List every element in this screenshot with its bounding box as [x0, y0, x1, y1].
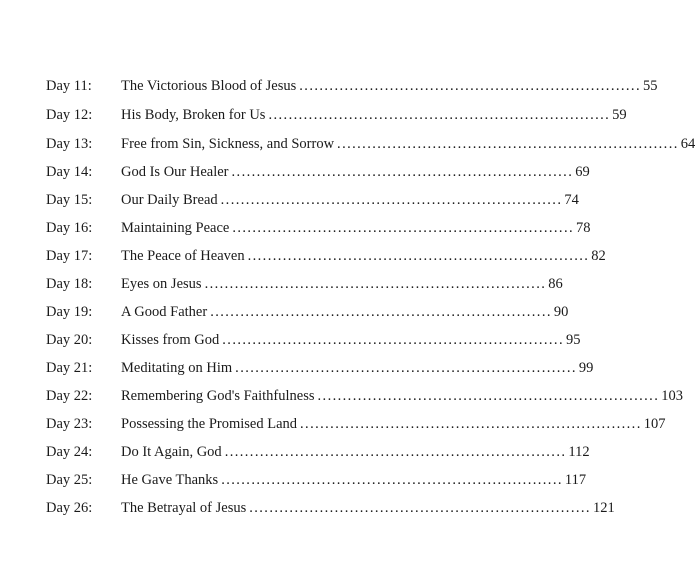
day-label: Day 20: — [46, 332, 93, 348]
dot-leader: .................................................................... — [247, 248, 590, 264]
toc-entry — [121, 357, 594, 379]
dot-leader: .................................................................... — [231, 164, 574, 180]
page-number: 90 — [553, 304, 569, 320]
page-number: 95 — [565, 332, 581, 348]
dot-leader: .................................................................... — [220, 192, 563, 208]
toc-entry — [121, 385, 683, 407]
toc-row — [0, 385, 683, 407]
entry-title: A Good Father — [121, 304, 208, 320]
toc-entry — [121, 75, 658, 97]
page-number: 55 — [642, 78, 658, 94]
toc-entry — [121, 217, 591, 239]
toc-entry — [121, 104, 627, 126]
toc-row — [0, 133, 695, 155]
entry-title: His Body, Broken for Us — [121, 107, 266, 123]
entry-title: The Betrayal of Jesus — [121, 500, 247, 516]
entry-title: Meditating on Him — [121, 360, 233, 376]
toc-entry — [121, 441, 590, 463]
toc-entry — [121, 301, 569, 323]
page-number: 64 — [680, 136, 695, 152]
day-label: Day 19: — [46, 304, 93, 320]
dot-leader: .................................................................... — [300, 416, 642, 432]
entry-title: The Peace of Heaven — [121, 248, 245, 264]
day-label: Day 26: — [46, 500, 93, 516]
toc-row — [0, 245, 606, 267]
dot-leader: .................................................................... — [235, 360, 577, 376]
day-label: Day 17: — [46, 248, 93, 264]
day-label: Day 25: — [46, 472, 93, 488]
entry-title: The Victorious Blood of Jesus — [121, 78, 297, 94]
entry-title: He Gave Thanks — [121, 472, 219, 488]
toc-row — [0, 497, 615, 519]
dot-leader: .................................................................... — [337, 136, 679, 152]
dot-leader: .................................................................... — [268, 107, 611, 123]
toc-entry — [121, 469, 587, 491]
entry-title: Do It Again, God — [121, 444, 222, 460]
day-label: Day 15: — [46, 192, 93, 208]
toc-row — [0, 469, 587, 491]
dot-leader: .................................................................... — [317, 388, 660, 404]
day-label: Day 11: — [46, 78, 92, 94]
page-number: 69 — [575, 164, 590, 180]
page-number: 103 — [661, 388, 683, 404]
page-number: 74 — [564, 192, 579, 208]
day-label: Day 22: — [46, 388, 93, 404]
entry-title: Free from Sin, Sickness, and Sorrow — [121, 136, 335, 152]
toc-row — [0, 273, 563, 295]
dot-leader: .................................................................... — [249, 500, 591, 516]
entry-title: Possessing the Promised Land — [121, 416, 298, 432]
entry-title: God Is Our Healer — [121, 164, 229, 180]
toc-entry — [121, 161, 590, 183]
toc-entry — [121, 497, 615, 519]
dot-leader: .................................................................... — [222, 332, 564, 348]
page-number: 86 — [548, 276, 563, 292]
dot-leader: .................................................................... — [224, 444, 567, 460]
dot-leader: .................................................................... — [210, 304, 552, 320]
dot-leader: .................................................................... — [221, 472, 563, 488]
toc-row — [0, 189, 579, 211]
entry-title: Our Daily Bread — [121, 192, 218, 208]
toc-row — [0, 357, 594, 379]
page-number: 107 — [643, 416, 666, 432]
toc-entry — [121, 273, 563, 295]
page-number: 78 — [576, 220, 591, 236]
day-label: Day 16: — [46, 220, 93, 236]
page-number: 117 — [564, 472, 587, 488]
dot-leader: .................................................................... — [299, 78, 641, 94]
toc-row — [0, 161, 590, 183]
toc-entry — [121, 189, 579, 211]
entry-title: Eyes on Jesus — [121, 276, 202, 292]
day-label: Day 12: — [46, 107, 93, 123]
toc-row — [0, 301, 569, 323]
entry-title: Kisses from God — [121, 332, 220, 348]
page-number: 121 — [592, 500, 615, 516]
toc-entry — [121, 329, 581, 351]
page-number: 112 — [568, 444, 590, 460]
day-label: Day 14: — [46, 164, 93, 180]
day-label: Day 21: — [46, 360, 93, 376]
page-number: 82 — [591, 248, 606, 264]
day-label: Day 18: — [46, 276, 93, 292]
dot-leader: .................................................................... — [232, 220, 575, 236]
toc-row — [0, 329, 581, 351]
toc-entry — [121, 245, 606, 267]
dot-leader: .................................................................... — [204, 276, 547, 292]
toc-row — [0, 104, 627, 126]
toc-row — [0, 217, 591, 239]
day-label: Day 13: — [46, 136, 93, 152]
page-number: 99 — [578, 360, 594, 376]
toc-row — [0, 441, 590, 463]
toc-row — [0, 75, 658, 97]
day-label: Day 24: — [46, 444, 93, 460]
entry-title: Maintaining Peace — [121, 220, 230, 236]
toc-entry — [121, 413, 666, 435]
toc-row — [0, 413, 666, 435]
toc-entry — [121, 133, 695, 155]
day-label: Day 23: — [46, 416, 93, 432]
entry-title: Remembering God's Faithfulness — [121, 388, 315, 404]
page-number: 59 — [612, 107, 627, 123]
